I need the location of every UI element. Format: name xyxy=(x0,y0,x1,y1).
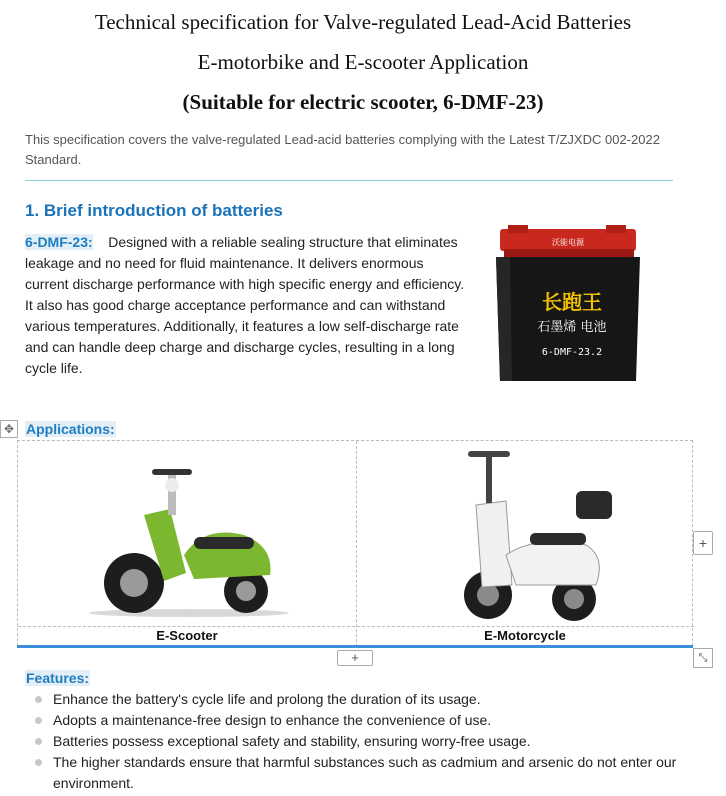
list-item: Adopts a maintenance-free design to enhance the convenience of use. xyxy=(35,710,695,731)
e-scooter-image xyxy=(74,455,304,623)
applications-heading: Applications: xyxy=(26,421,115,437)
doc-title-line-3: (Suitable for electric scooter, 6-DMF-23) xyxy=(182,90,544,114)
e-motorcycle-image xyxy=(446,445,616,625)
table-selection-bar xyxy=(17,645,693,648)
section-heading-brief-intro: 1. Brief introduction of batteries xyxy=(25,201,283,220)
description-text: Designed with a reliable sealing structure that eliminates leakage and no need for fluid maintenance. It delivers enormous current discharge performance with high specific energy and efficiency. It also has good charge acceptance performance and can withstand various temperatures. Additionally, it features a low self-discharge rate and can handle deep charge and discharge cycles, resulting in a long cycle life. xyxy=(25,234,465,376)
doc-title-line-1: Technical specification for Valve-regulated Lead-Acid Batteries xyxy=(94,10,632,34)
battery-model-text: 6-DMF-23.2 xyxy=(541,347,603,358)
doc-title-line-2: E-motorbike and E-scooter Application xyxy=(197,50,529,74)
bullet-icon xyxy=(35,738,42,745)
features-list xyxy=(35,689,695,794)
features-heading: Features: xyxy=(26,670,90,686)
table-move-handle[interactable]: ✥ xyxy=(0,420,18,438)
bullet-icon xyxy=(35,759,42,766)
applications-table xyxy=(17,440,693,646)
list-item: Batteries possess exceptional safety and stability, ensuring worry-free usage. xyxy=(35,731,695,752)
list-item: Enhance the battery's cycle life and prolong the duration of its usage. xyxy=(35,689,695,710)
battery-description xyxy=(25,232,465,379)
battery-brand-text: 长跑王 xyxy=(542,290,602,314)
intro-paragraph: This specification covers the valve-regulated Lead-acid batteries complying with the Latest T/ZJXDC 002-2022 Standard. xyxy=(25,132,660,167)
battery-sub-text: 石墨烯 电池 xyxy=(537,320,607,335)
e-motorcycle-caption: E-Motorcycle xyxy=(484,628,566,643)
e-scooter-caption: E-Scooter xyxy=(156,628,218,643)
battery-top-brand: 沃能电源 xyxy=(552,238,584,247)
model-tag: 6-DMF-23: xyxy=(25,234,93,250)
divider xyxy=(25,180,673,181)
battery-image xyxy=(490,225,646,385)
bullet-icon xyxy=(35,696,42,703)
add-row-button[interactable]: + xyxy=(337,650,373,666)
list-item: The higher standards ensure that harmful substances such as cadmium and arsenic do not enter our environment. xyxy=(35,752,695,794)
bullet-icon xyxy=(35,717,42,724)
add-column-button[interactable]: + xyxy=(693,531,713,555)
table-column-divider xyxy=(356,441,357,647)
table-resize-handle[interactable]: ⤡ xyxy=(693,648,713,668)
